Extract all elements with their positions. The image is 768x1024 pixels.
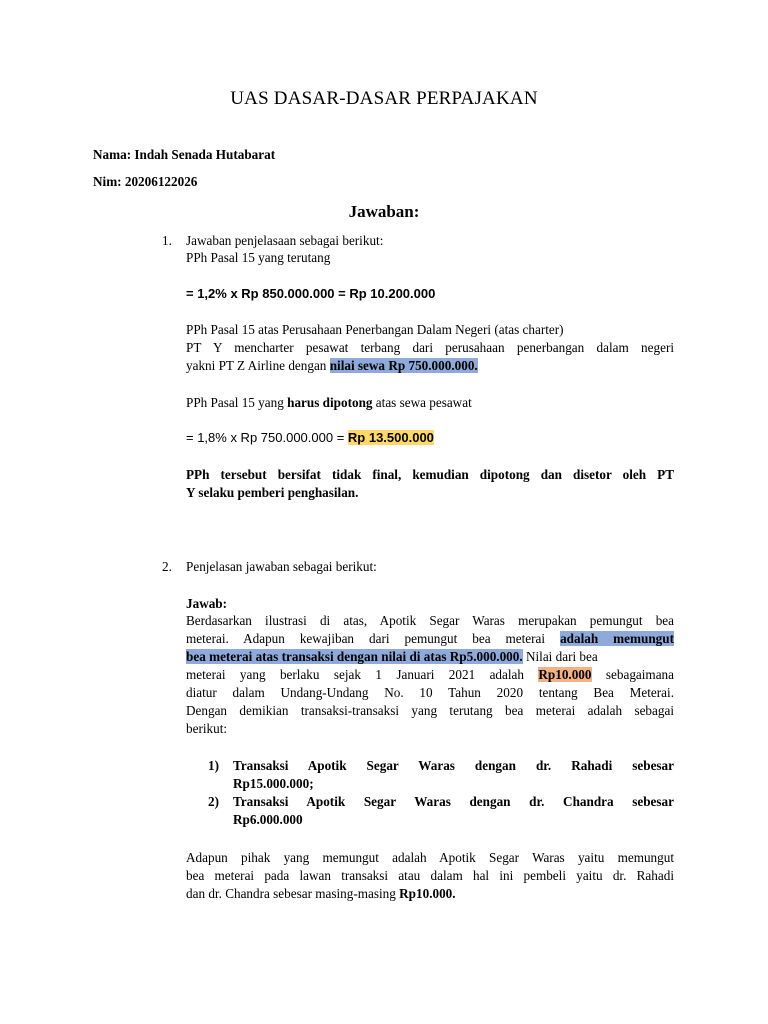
q2-jawab-label: Jawab:: [186, 596, 228, 611]
q1-conclusion-2: Y selaku pemberi penghasilan.: [186, 485, 359, 500]
q2-para-line-2: [186, 631, 674, 647]
q2-para-line-3-text: Nilai dari bea: [522, 649, 598, 664]
q1-dipotong-post: atas sewa pesawat: [372, 395, 472, 410]
q2-item-1-number: 1): [208, 758, 219, 773]
q1-pph-charter: PPh Pasal 15 atas Perusahaan Penerbangan Dalam Negeri (atas charter): [186, 322, 564, 337]
q2-para-line-7: berikut:: [186, 721, 228, 736]
q2-item-2-number: 2): [208, 794, 219, 809]
q2-closing-line-2: bea meterai pada lawan transaksi atau dalam hal ini pembeli yaitu dr. Rahadi: [186, 868, 674, 883]
q1-intro: Jawaban penjelasaan sebagai berikut:: [186, 233, 384, 248]
q2-para-line-6: Dengan demikian transaksi-transaksi yang terutang bea meterai adalah sebagai: [186, 703, 674, 718]
q2-highlight-nilai: bea meterai atas transaksi dengan nilai di atas Rp5.000.000.: [186, 649, 523, 664]
student-nim: Nim: 20206122026: [93, 174, 198, 189]
q2-closing-line-1: Adapun pihak yang memungut adalah Apotik Segar Waras yaitu memungut: [186, 850, 674, 865]
q1-result-highlight: Rp 13.500.000: [347, 430, 434, 445]
q2-para-line-4-text: meterai yang berlaku sejak 1 Januari 2021 adalah: [186, 667, 539, 682]
q1-sewa-highlight: nilai sewa Rp 750.000.000.: [329, 358, 478, 373]
q1-airline-text: yakni PT Z Airline dengan: [186, 358, 330, 373]
q2-highlight-memungut: adalah memungut: [560, 631, 674, 646]
q2-para-line-5: diatur dalam Undang-Undang No. 10 Tahun 2020 tentang Bea Meterai.: [186, 685, 674, 700]
q1-number: 1.: [162, 233, 172, 248]
q2-closing-line-3: [186, 886, 674, 902]
q1-calc-2-text: = 1,8% x Rp 750.000.000 =: [186, 430, 348, 445]
q1-dipotong-bold: harus dipotong: [287, 395, 373, 410]
q2-para-line-1: Berdasarkan ilustrasi di atas, Apotik Segar Waras merupakan pemungut bea: [186, 613, 674, 628]
q2-para-line-4: [186, 667, 674, 683]
q2-item-1-line-2: Rp15.000.000;: [233, 776, 314, 791]
q1-dipotong-line: [186, 395, 674, 411]
q2-item-2-line-1: Transaksi Apotik Segar Waras dengan dr. Chandra sebesar: [233, 794, 674, 809]
q2-highlight-rp10000: Rp10.000: [538, 667, 592, 682]
q1-charter-desc: PT Y mencharter pesawat terbang dari perusahaan penerbangan dalam negeri: [186, 340, 674, 355]
q1-calc-1: = 1,2% x Rp 850.000.000 = Rp 10.200.000: [186, 286, 436, 301]
student-name: Nama: Indah Senada Hutabarat: [93, 147, 276, 162]
q2-intro: Penjelasan jawaban sebagai berikut:: [186, 559, 377, 574]
q2-item-2-line-2: Rp6.000.000: [233, 812, 303, 827]
document-title: UAS DASAR-DASAR PERPAJAKAN: [230, 88, 538, 109]
q2-para-line-3: [186, 649, 674, 665]
q2-closing-line-3-text: dan dr. Chandra sebesar masing-masing: [186, 886, 400, 901]
q2-para-line-2-text: meterai. Adapun kewajiban dari pemungut bea meterai: [186, 631, 561, 646]
q1-pph-terutang: PPh Pasal 15 yang terutang: [186, 250, 331, 265]
q2-closing-amount: Rp10.000.: [399, 886, 456, 901]
q1-dipotong-pre: PPh Pasal 15 yang: [186, 395, 288, 410]
q2-item-1-line-1: Transaksi Apotik Segar Waras dengan dr. Rahadi sebesar: [233, 758, 674, 773]
q2-number: 2.: [162, 559, 172, 574]
q1-airline-line: [186, 358, 674, 374]
q1-calc-2: [186, 430, 674, 445]
q1-conclusion-1: PPh tersebut bersifat tidak final, kemudian dipotong dan disetor oleh PT: [186, 467, 674, 482]
q2-para-line-4-end: sebagaimana: [591, 667, 674, 682]
answers-heading: Jawaban:: [348, 202, 420, 221]
